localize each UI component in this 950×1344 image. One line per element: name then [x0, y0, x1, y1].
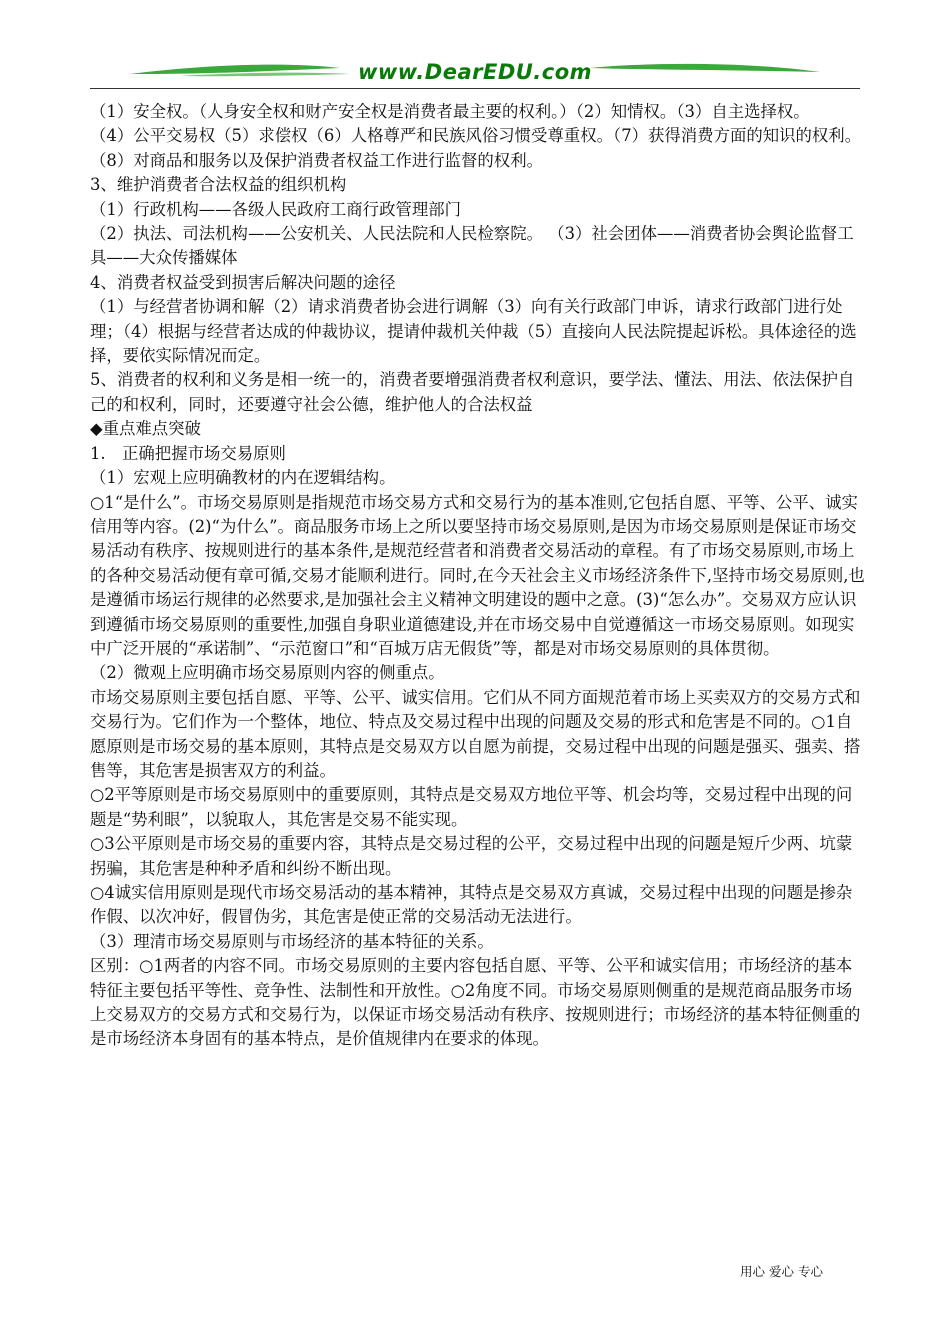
paragraph: （3）理清市场交易原则与市场经济的基本特征的关系。: [90, 931, 494, 951]
paragraph: （1）宏观上应明确教材的内在逻辑结构。: [90, 468, 396, 488]
header-divider: [90, 88, 860, 89]
section-heading: 1. 正确把握市场交易原则: [90, 443, 286, 463]
section-heading: ◆重点难点突破: [90, 419, 201, 439]
paragraph: （1）与经营者协调和解（2）请求消费者协会进行调解（3）向有关行政部门申诉，请求行政部门进行处理；（4）根据与经营者达成的仲裁协议，提请仲裁机关仲裁（5）直接向人民法院提起诉松。具体途径的选择，要依实际情况而定。: [90, 297, 857, 366]
paragraph: （8）对商品和服务以及保护消费者权益工作进行监督的权利。: [90, 150, 543, 170]
document-body: [90, 100, 865, 1052]
paragraph: ○3公平原则是市场交易的重要内容，其特点是交易过程的公平，交易过程中出现的问题是短斤少两、坑蒙拐骗，其危害是种种矛盾和纠纷不断出现。: [90, 834, 853, 878]
section-heading: 4、消费者权益受到损害后解决问题的途径: [90, 272, 396, 292]
paragraph: （2）微观上应明确市场交易原则内容的侧重点。: [90, 663, 445, 683]
paragraph: （2）执法、司法机构——公安机关、人民法院和人民检察院。 （3）社会团体——消费者协会舆论监督工具——大众传播媒体: [90, 224, 854, 268]
paragraph: ○4诚实信用原则是现代市场交易活动的基本精神，其特点是交易双方真诚，交易过程中出现的问题是掺杂作假、以次冲好，假冒伪劣，其危害是使正常的交易活动无法进行。: [90, 883, 853, 927]
page-header: [90, 52, 860, 94]
paragraph: 5、消费者的权利和义务是相一统一的，消费者要增强消费者权利意识，要学法、懂法、用法、依法保护自己的和权利，同时，还要遵守社会公德，维护他人的合法权益: [90, 370, 855, 414]
paragraph: ○2平等原则是市场交易原则中的重要原则，其特点是交易双方地位平等、机会均等，交易过程中出现的问题是“势利眼”，以貌取人，其危害是交易不能实现。: [90, 785, 853, 829]
site-logo-text: www.DearEDU.com: [357, 60, 593, 84]
page-footer: 用心 爱心 专心: [740, 1264, 823, 1279]
paragraph: ○1“是什么”。市场交易原则是指规范市场交易方式和交易行为的基本准则,它包括自愿、平等、公平、诚实信用等内容。(2)“为什么”。商品服务市场上之所以要坚持市场交易原则,是因为市场交易原则是保证市场交易活动有秩序、按规则进行的基本条件,是规范经营者和消费者交易活动的章程。有了市场交易原则,市场上的各种交易活动便有章可循,交易才能顺利进行。同时,在今天社会主义市场经济条件下,坚持市场交易原则,也是遵循市场运行规律的必然要求,是加强社会主义精神文明建设的题中之意。(3)“怎么办”。交易双方应认识到遵循市场交易原则的重要性,加强自身职业道德建设,并在市场交易中自觉遵循这一市场交易原则。如现实中广泛开展的“承诺制”、“示范窗口”和“百城万店无假货”等，都是对市场交易原则的具体贯彻。: [90, 492, 865, 658]
paragraph: （1）安全权。（人身安全权和财产安全权是消费者最主要的权利。）（2）知情权。（3）自主选择权。: [90, 102, 810, 121]
paragraph: 区别：○1两者的内容不同。市场交易原则的主要内容包括自愿、平等、公平和诚实信用；市场经济的基本特征主要包括平等性、竞争性、法制性和开放性。○2角度不同。市场交易原则侧重的是规范商品服务市场上交易双方的交易方式和交易行为，以保证市场交易活动有秩序、按规则进行；市场经济的基本特征侧重的是市场经济本身固有的基本特点，是价值规律内在要求的体现。: [90, 956, 861, 1049]
paragraph: （4）公平交易权（5）求偿权（6）人格尊严和民族风俗习惯受尊重权。（7）获得消费方面的知识的权利。: [90, 126, 862, 146]
section-heading: 3、维护消费者合法权益的组织机构: [90, 175, 347, 195]
paragraph: 市场交易原则主要包括自愿、平等、公平、诚实信用。它们从不同方面规范着市场上买卖双方的交易方式和交易行为。它们作为一个整体，地位、特点及交易过程中出现的问题及交易的形式和危害是不同的。○1自愿原则是市场交易的基本原则，其特点是交易双方以自愿为前提，交易过程中出现的问题是强买、强卖、搭售等，其危害是损害双方的利益。: [90, 687, 861, 780]
paragraph: （1）行政机构——各级人民政府工商行政管理部门: [90, 199, 462, 219]
